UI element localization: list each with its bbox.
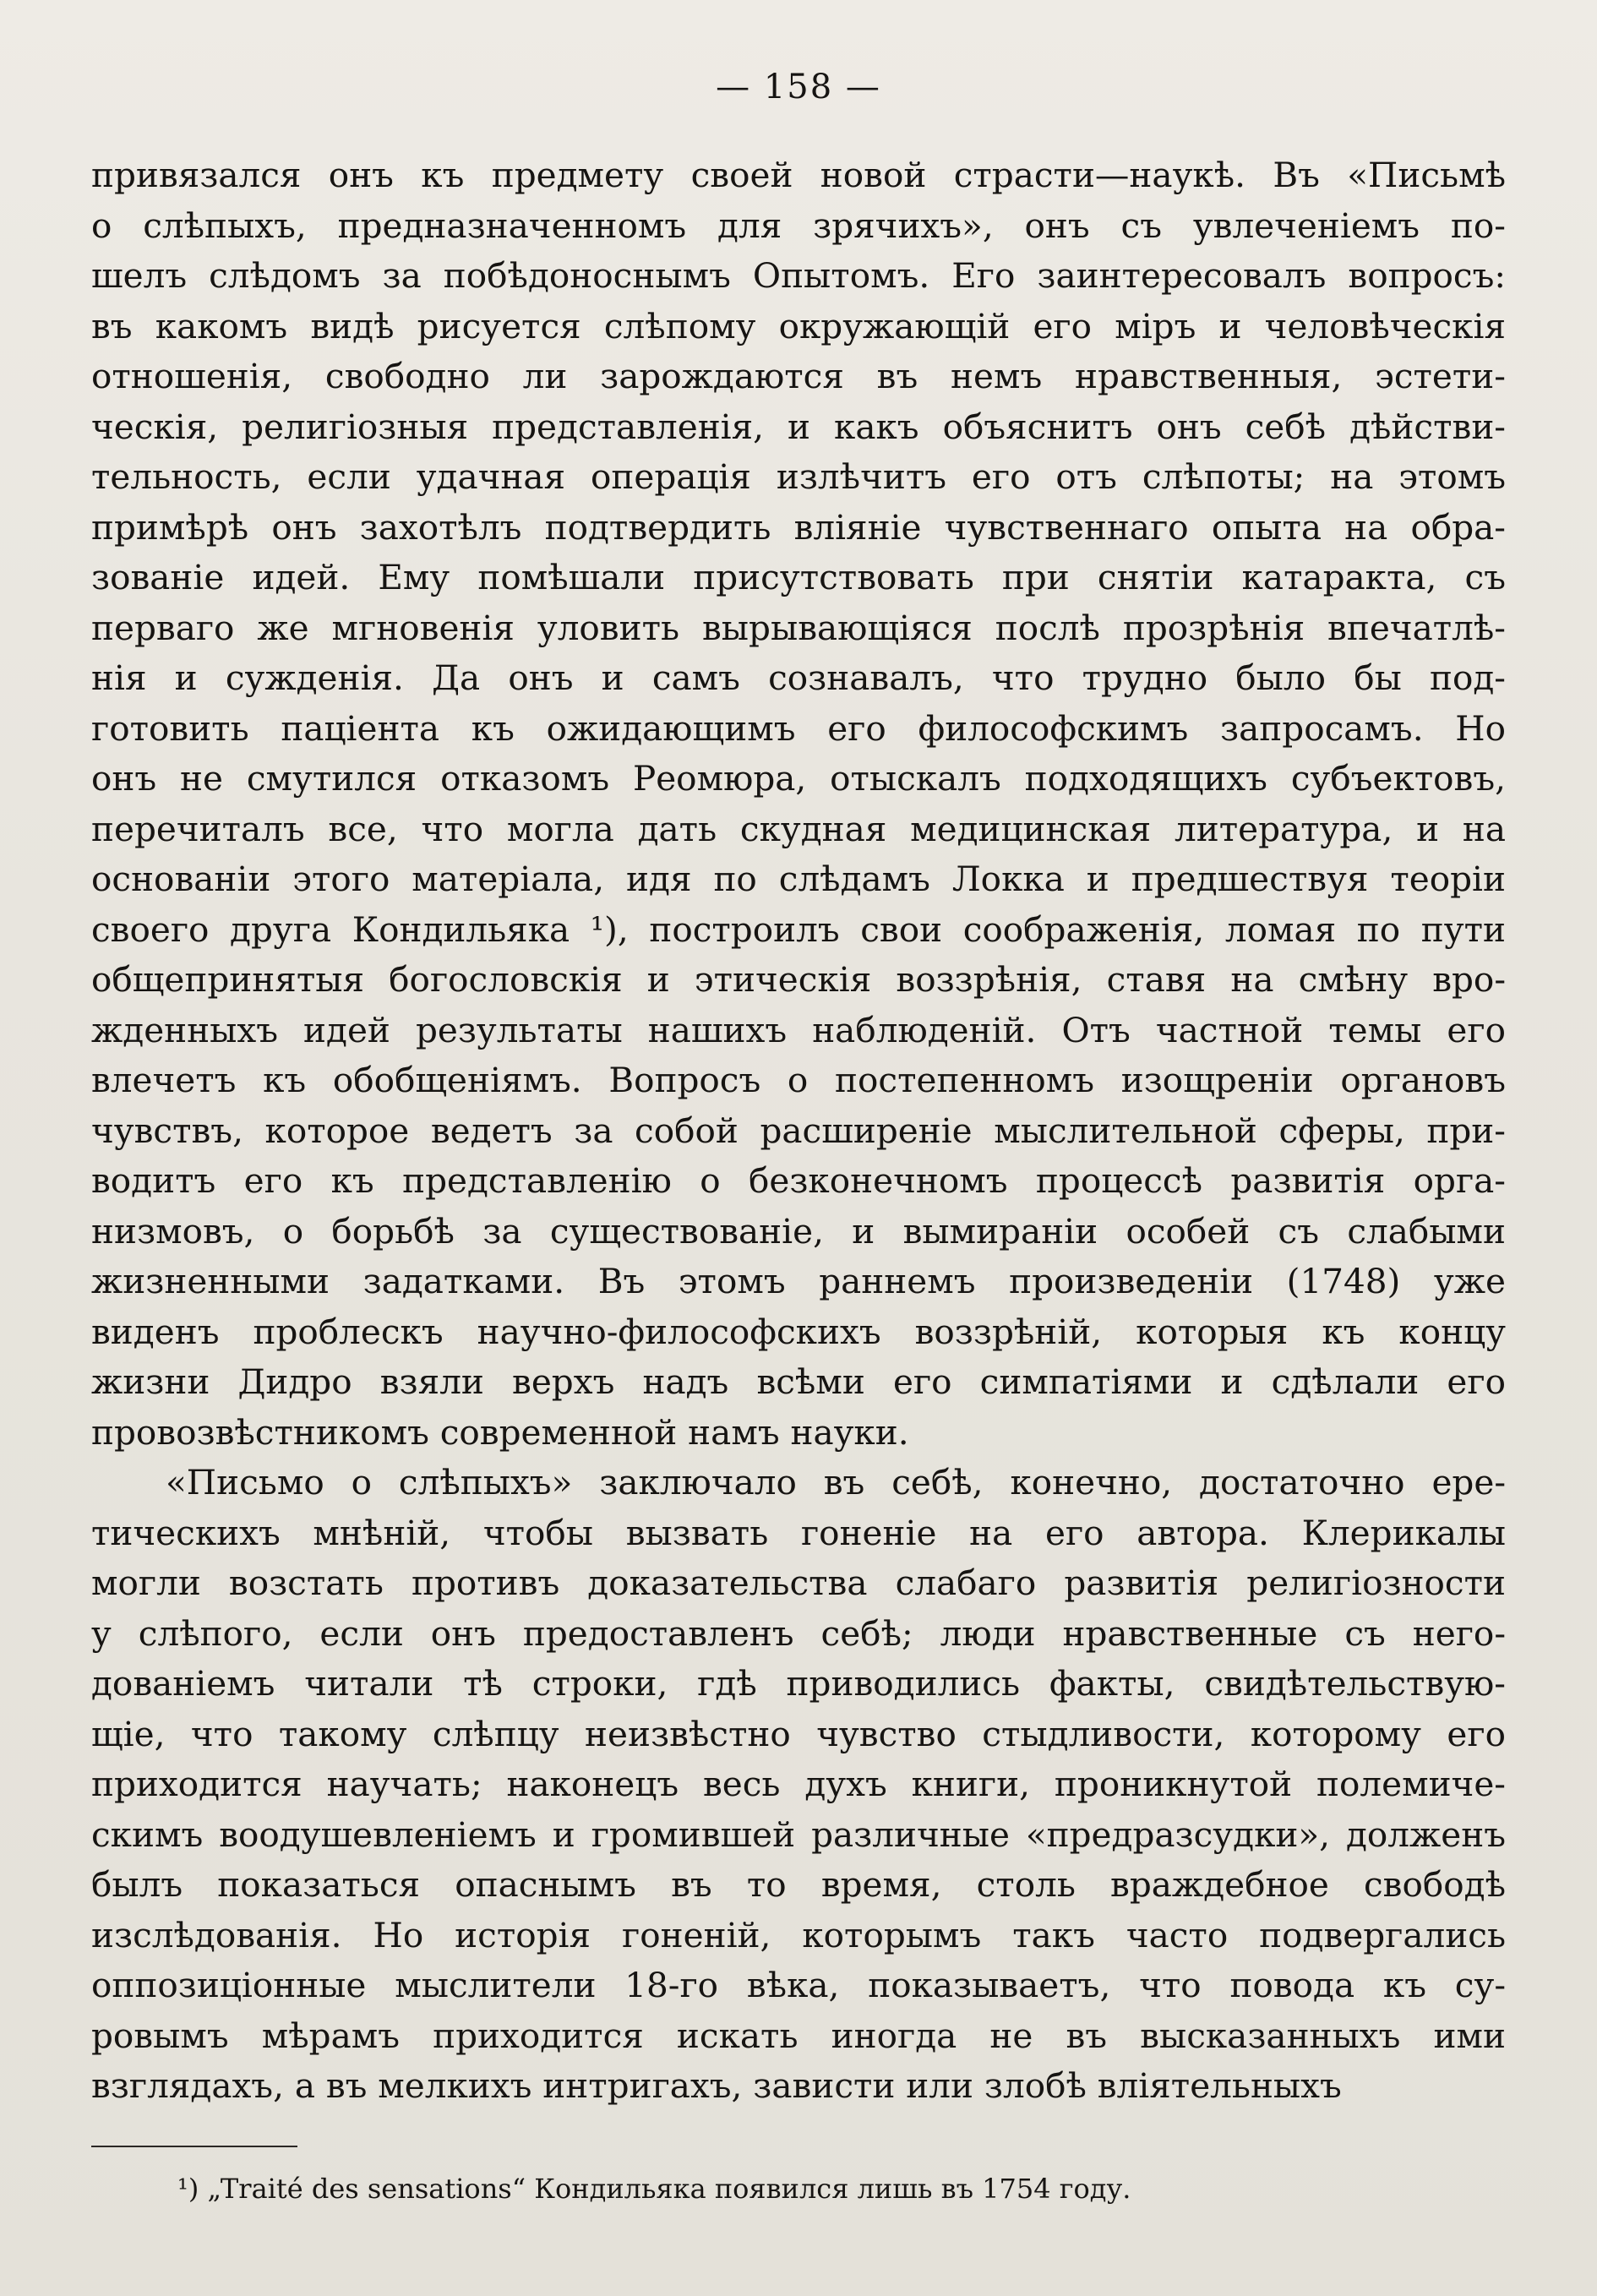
text-line: перваго же мгновенія уловить вырывающіяся послѣ прозрѣнія впечатлѣ- bbox=[91, 607, 1506, 648]
text-line: ровымъ мѣрамъ приходится искать иногда не въ высказанныхъ ими bbox=[91, 2015, 1506, 2056]
text-line: изслѣдованія. Но исторія гоненій, которымъ такъ часто подвергались bbox=[91, 1914, 1506, 1955]
text-line: жденныхъ идей результаты нашихъ наблюденій. Отъ частной темы его bbox=[91, 1009, 1506, 1050]
text-line: чувствъ, которое ведетъ за собой расширеніе мыслительной сферы, при- bbox=[91, 1110, 1506, 1151]
text-line: о слѣпыхъ, предназначенномъ для зрячихъ», онъ съ увлеченіемъ по- bbox=[91, 205, 1506, 246]
text-line: привязался онъ къ предмету своей новой страсти—наукѣ. Въ «Письмѣ bbox=[91, 155, 1506, 195]
text-line: виденъ проблескъ научно-философскихъ воззрѣній, которыя къ концу bbox=[91, 1311, 1506, 1352]
text-line: тельность, если удачная операція излѣчитъ его отъ слѣпоты; на этомъ bbox=[91, 456, 1506, 497]
text-line: жизненными задатками. Въ этомъ раннемъ произведеніи (1748) уже bbox=[91, 1261, 1506, 1301]
text-line: скимъ воодушевленіемъ и громившей различные «предразсудки», долженъ bbox=[91, 1813, 1506, 1855]
text-line: своего друга Кондильяка ¹), построилъ свои соображенія, ломая по пути bbox=[91, 908, 1506, 950]
text-line: готовить паціента къ ожидающимъ его философскимъ запросамъ. Но bbox=[91, 707, 1506, 749]
text-line: тическихъ мнѣній, чтобы вызвать гоненіе на его автора. Клерикалы bbox=[91, 1512, 1506, 1553]
text-line: щіе, что такому слѣпцу неизвѣстно чувство стыдливости, которому его bbox=[91, 1713, 1506, 1754]
text-line: отношенія, свободно ли зарождаются въ немъ нравственныя, эстети- bbox=[91, 356, 1506, 396]
text-line: перечиталъ все, что могла дать скудная медицинская литература, и на bbox=[91, 808, 1506, 849]
text-line: общепринятыя богословскія и этическія воззрѣнія, ставя на смѣну вро- bbox=[91, 959, 1506, 1000]
text-line: могли возстать противъ доказательства слабаго развитія религіозности bbox=[91, 1562, 1506, 1603]
paragraph-1 bbox=[91, 150, 1506, 1458]
page-number: — 158 — bbox=[716, 68, 881, 106]
text-line: примѣрѣ онъ захотѣлъ подтвердить вліяніе чувственнаго опыта на обра- bbox=[91, 506, 1506, 548]
text-line: дованіемъ читали тѣ строки, гдѣ приводились факты, свидѣтельствую- bbox=[91, 1663, 1506, 1704]
text-line: приходится научать; наконецъ весь духъ книги, проникнутой полемиче- bbox=[91, 1764, 1506, 1804]
text-line: взглядахъ, а въ мелкихъ интригахъ, зависти или злобѣ вліятельныхъ bbox=[91, 2065, 1342, 2106]
text-line: у слѣпого, если онъ предоставленъ себѣ; люди нравственные съ него- bbox=[91, 1612, 1506, 1654]
text-line: шелъ слѣдомъ за побѣдоноснымъ Опытомъ. Его заинтересовалъ вопросъ: bbox=[91, 255, 1506, 296]
text-line: былъ показаться опаснымъ въ то время, столь враждебное свободѣ bbox=[91, 1864, 1506, 1905]
text-line: въ какомъ видѣ рисуется слѣпому окружающій его міръ и человѣческія bbox=[91, 305, 1506, 346]
text-line: зованіе идей. Ему помѣшали присутствовать при снятіи катаракта, съ bbox=[91, 557, 1506, 597]
text-line: оппозиціонные мыслители 18-го вѣка, показываетъ, что повода къ су- bbox=[91, 1965, 1506, 2005]
text-line: ческія, религіозныя представленія, и какъ объяснитъ онъ себѣ дѣйстви- bbox=[91, 406, 1506, 447]
text-line: нія и сужденія. Да онъ и самъ сознавалъ, что трудно было бы под- bbox=[91, 657, 1506, 698]
text-line: «Письмо о слѣпыхъ» заключало въ себѣ, конечно, достаточно ере- bbox=[166, 1462, 1506, 1502]
text-line: влечетъ къ обобщеніямъ. Вопросъ о постепенномъ изощреніи органовъ bbox=[91, 1060, 1506, 1100]
text-line: основаніи этого матеріала, идя по слѣдамъ Локка и предшествуя теоріи bbox=[91, 859, 1506, 899]
text-line: провозвѣстникомъ современной намъ науки. bbox=[91, 1411, 909, 1453]
footnote-divider bbox=[91, 2146, 297, 2147]
footnote: ¹) „Traité des sensations“ Кондильяка появился лишь въ 1754 году. bbox=[177, 2173, 1131, 2205]
text-line: жизни Дидро взяли верхъ надъ всѣми его симпатіями и сдѣлали его bbox=[91, 1361, 1506, 1402]
text-line: водитъ его къ представленію о безконечномъ процессѣ развитія орга- bbox=[91, 1160, 1506, 1201]
body-text bbox=[91, 150, 1506, 2112]
text-line: онъ не смутился отказомъ Реомюра, отыскалъ подходящихъ субъектовъ, bbox=[91, 758, 1506, 799]
paragraph-2 bbox=[91, 1458, 1506, 2112]
text-line: низмовъ, о борьбѣ за существованіе, и вымираніи особей съ слабыми bbox=[91, 1210, 1506, 1252]
